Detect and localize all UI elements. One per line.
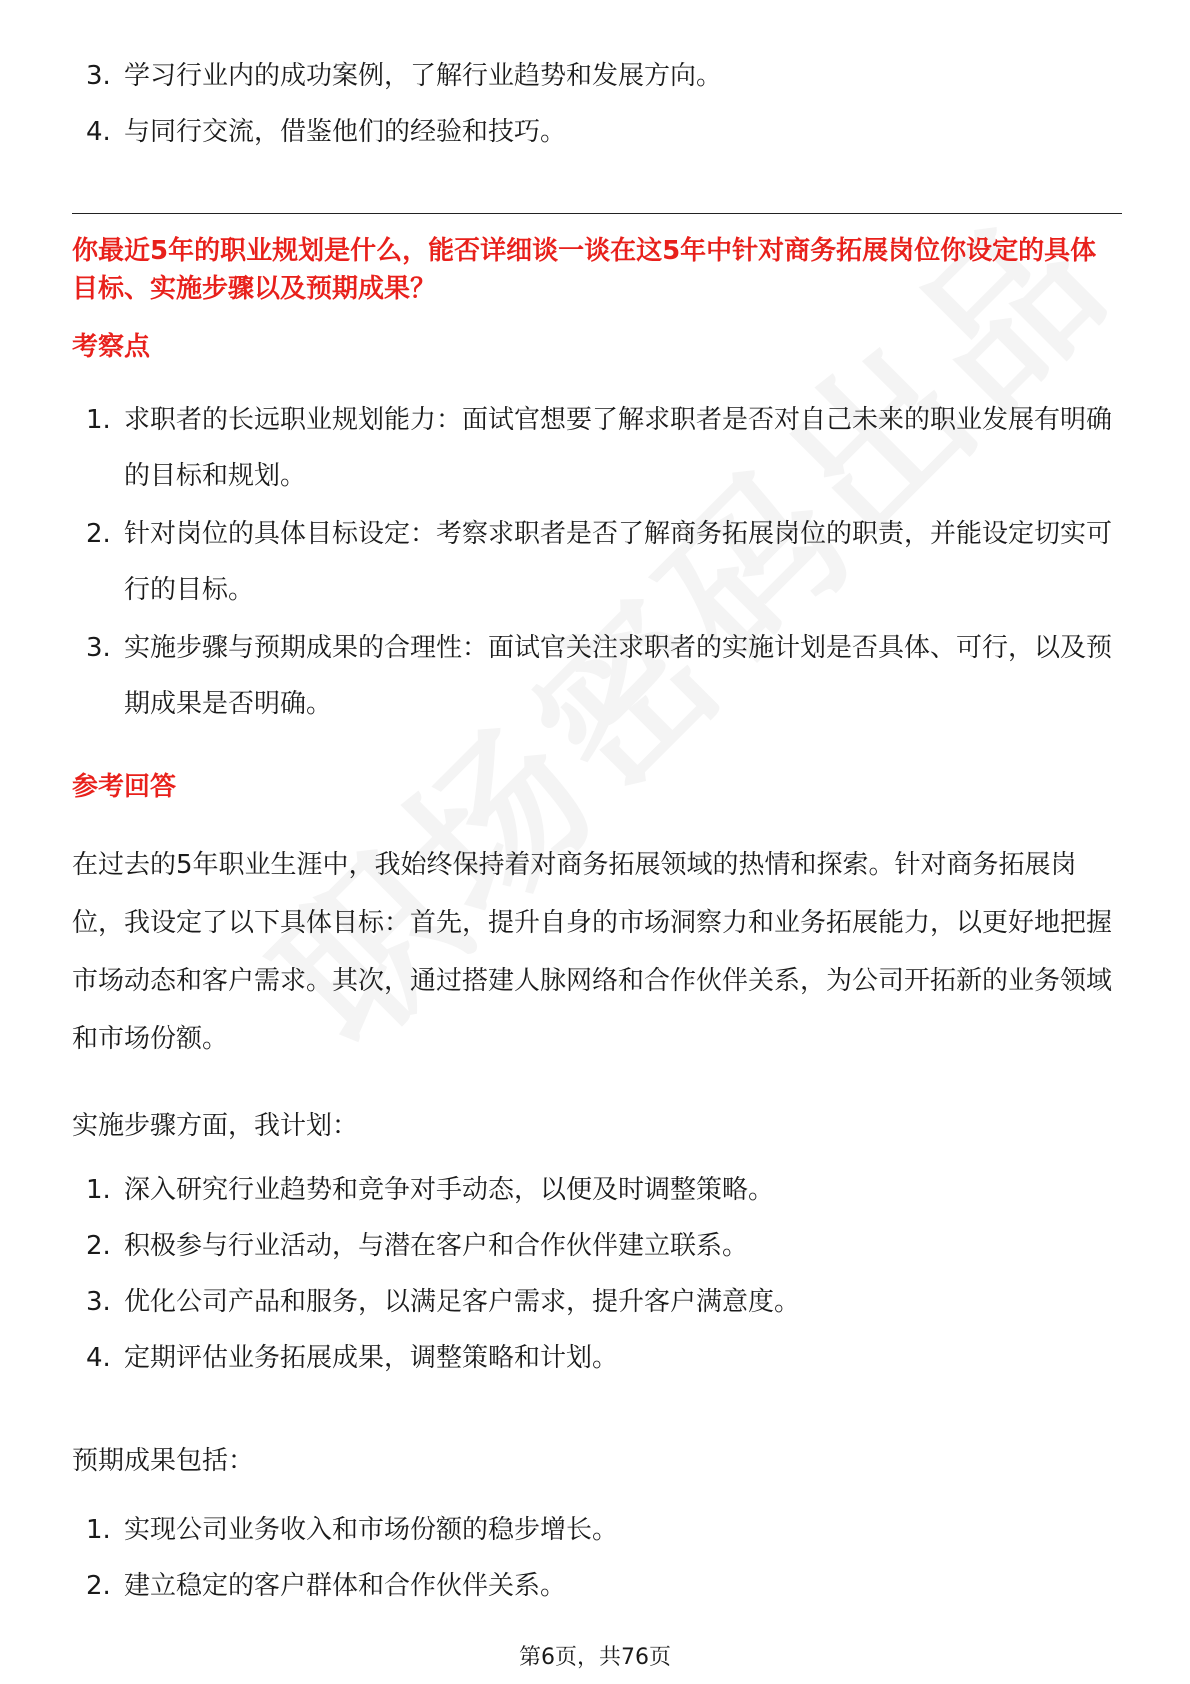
kaocha-title: 考察点 (72, 332, 151, 362)
results-list (72, 1502, 1122, 1614)
question-heading: 你最近5年的职业规划是什么，能否详细谈一谈在这5年中针对商务拓展岗位你设定的具体目标、实施步骤以及预期成果？ (72, 236, 1097, 304)
list-item: 3. 学习行业内的成功案例，了解行业趋势和发展方向。 (86, 61, 723, 91)
list-item: 2. 建立稳定的客户群体和合作伙伴关系。 (86, 1571, 567, 1601)
list-item: 3. 优化公司产品和服务，以满足客户需求，提升客户满意度。 (86, 1287, 801, 1317)
list-item: 1. 实现公司业务收入和市场份额的稳步增长。 (86, 1515, 619, 1545)
steps-list (72, 1162, 1122, 1386)
steps-intro: 实施步骤方面，我计划： (72, 1111, 359, 1141)
list-item: 2. 针对岗位的具体目标设定：考察求职者是否了解商务拓展岗位的职责，并能设定切实可行的目标。 (86, 519, 1113, 605)
list-item: 4. 与同行交流，借鉴他们的经验和技巧。 (86, 117, 567, 147)
answer-title: 参考回答 (72, 772, 177, 802)
section-divider (72, 213, 1122, 214)
list-item: 3. 实施步骤与预期成果的合理性：面试官关注求职者的实施计划是否具体、可行，以及预期成果是否明确。 (86, 633, 1113, 719)
list-item: 4. 定期评估业务拓展成果，调整策略和计划。 (86, 1343, 619, 1373)
page-number: 第6页，共76页 (519, 1645, 671, 1670)
previous-list (72, 48, 1122, 160)
results-intro: 预期成果包括： (72, 1446, 255, 1476)
list-item: 2. 积极参与行业活动，与潜在客户和合作伙伴建立联系。 (86, 1231, 749, 1261)
list-item: 1. 深入研究行业趋势和竞争对手动态，以便及时调整策略。 (86, 1175, 775, 1205)
kaocha-list (72, 392, 1122, 734)
answer-paragraph: 在过去的5年职业生涯中，我始终保持着对商务拓展领域的热情和探索。针对商务拓展岗位，我设定了以下具体目标：首先，提升自身的市场洞察力和业务拓展能力，以更好地把握市场动态和客户需求。其次，通过搭建人脉网络和合作伙伴关系，为公司开拓新的业务领域和市场份额。 (72, 850, 1113, 1054)
list-item: 1. 求职者的长远职业规划能力：面试官想要了解求职者是否对自己未来的职业发展有明确的目标和规划。 (86, 405, 1113, 491)
